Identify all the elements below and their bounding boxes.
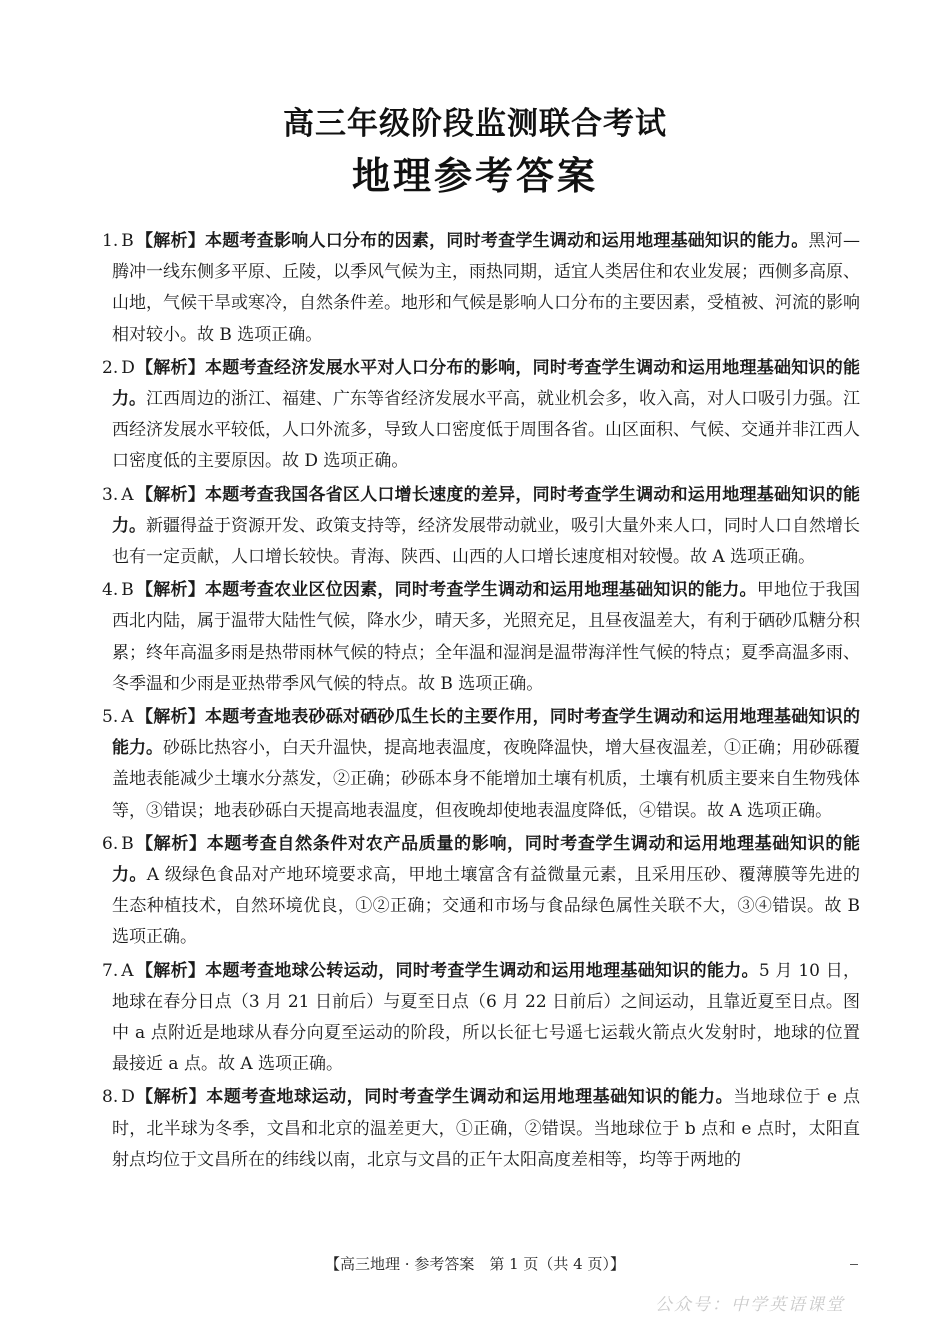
question-number: 6. <box>102 833 119 854</box>
analysis-tag: 【解析】 <box>136 357 205 378</box>
analysis-lead: 本题考查自然条件对农产品质量的影响，同时考查学生调动和运用地理基础知识的能力。 <box>112 833 861 886</box>
analysis-lead: 本题考查地表砂砾对硒砂瓜生长的主要作用，同时考查学生调动和运用地理基础知识的能力。 <box>112 707 861 759</box>
analysis-body: 甲地位于我国西北内陆，属于温带大陆性气候，降水少，晴天多，光照充足，且昼夜温差大，有利于硒砂瓜糖分积累；终年高温多雨是热带雨林气候的特点；全年温和湿润是温带海洋性气候的特点；夏季高温多雨、冬季温和少雨是亚热带季风气候的特点。故 B 选项正确。 <box>112 580 861 694</box>
question-number: 5. <box>102 707 119 728</box>
answer-head <box>88 353 135 384</box>
answer-letter: B <box>121 231 134 251</box>
analysis-tag: 【解析】 <box>136 960 206 981</box>
answer-item-3 <box>88 480 860 574</box>
answer-head <box>88 1082 135 1113</box>
question-number: 2. <box>102 357 119 378</box>
analysis-tag: 【解析】 <box>136 833 207 854</box>
analysis-lead: 本题考查农业区位因素，同时考查学生调动和运用地理基础知识的能力。 <box>204 580 757 601</box>
analysis-lead: 本题考查影响人口分布的因素，同时考查学生调动和运用地理基础知识的能力。 <box>204 231 809 251</box>
analysis-lead: 本题考查地球运动，同时考查学生调动和运用地理基础知识的能力。 <box>206 1087 734 1108</box>
answer-letter: A <box>121 707 134 728</box>
question-number: 1. <box>102 231 119 251</box>
analysis-body: 砂砾比热容小，白天升温快，提高地表温度，夜晚降温快，增大昼夜温差，①正确；用砂砾覆盖地表能减少土壤水分蒸发，②正确；砂砾本身不能增加土壤有机质，土壤有机质主要来自生物残体等，③错误；地表砂砾白天提高地表温度，但夜晚却使地表温度降低，④错误。故 A 选项正确。 <box>112 738 860 821</box>
answer-letter: B <box>121 833 134 854</box>
answer-item-8 <box>88 1082 860 1176</box>
answer-item-2 <box>88 353 860 478</box>
analysis-lead: 本题考查经济发展水平对人口分布的影响，同时考查学生调动和运用地理基础知识的能力。 <box>112 357 861 410</box>
analysis-body: 5 月 10 日，地球在春分日点（3 月 21 日前后）与夏至日点（6 月 22 日前后）之间运动，且靠近夏至日点。图中 a 点附近是地球从春分向夏至运动的阶段，所以长征七号遥七运载火箭点火发射时，地球的位置最接近 a 点。故 A 选项正确。 <box>112 960 860 1075</box>
analysis-body: 江西周边的浙江、福建、广东等省经济发展水平高，就业机会多，收入高，对人口吸引力强。江西经济发展水平较低，人口外流多，导致人口密度低于周围各省。山区面积、气候、交通并非江西人口密度低的主要原因。故 D 选项正确。 <box>112 389 860 472</box>
answer-letter: A <box>121 960 134 981</box>
answer-head <box>88 575 134 606</box>
answer-head <box>88 226 134 257</box>
watermark-text: 公众号：中学英语课堂 <box>655 1295 845 1315</box>
analysis-tag: 【解析】 <box>136 1087 207 1108</box>
analysis-body: 新疆得益于资源开发、政策支持等，经济发展带动就业，吸引大量外来人口，同时人口自然增长也有一定贡献，人口增长较快。青海、陕西、山西的人口增长速度相对较慢。故 A 选项正确。 <box>112 515 860 568</box>
answer-letter: A <box>121 484 134 505</box>
answer-letter: D <box>121 1087 135 1108</box>
question-number: 7. <box>102 960 119 981</box>
answer-item-4 <box>88 575 860 700</box>
analysis-tag: 【解析】 <box>136 580 205 601</box>
footer-dash <box>850 1264 858 1265</box>
question-number: 4. <box>102 580 119 601</box>
answer-item-5 <box>88 702 860 827</box>
answer-list <box>88 226 860 1178</box>
answer-item-6 <box>88 829 860 954</box>
page-footer: 【高三地理 · 参考答案 第 1 页（共 4 页）】 <box>325 1255 625 1273</box>
question-number: 3. <box>102 484 119 505</box>
answer-head <box>88 702 134 733</box>
answer-head <box>88 829 134 860</box>
answer-item-1 <box>88 226 860 351</box>
analysis-lead: 本题考查地球公转运动，同时考查学生调动和运用地理基础知识的能力。 <box>205 960 759 981</box>
answer-item-7 <box>88 956 860 1081</box>
answer-head <box>88 480 134 511</box>
answer-letter: B <box>121 580 134 601</box>
analysis-body: A 级绿色食品对产地环境要求高，甲地土壤富含有益微量元素，且采用压砂、覆薄膜等先进的生态种植技术，自然环境优良，①②正确；交通和市场与食品绿色属性关联不大，③④错误。故 B 选项正确。 <box>112 865 860 948</box>
analysis-body: 黑河—腾冲一线东侧多平原、丘陵，以季风气候为主，雨热同期，适宜人类居住和农业发展；西侧多高原、山地，气候干旱或寒冷，自然条件差。地形和气候是影响人口分布的主要因素，受植被、河流的影响相对较小。故 B 选项正确。 <box>112 231 861 345</box>
exam-subtitle: 地理参考答案 <box>351 154 598 198</box>
analysis-lead: 本题考查我国各省区人口增长速度的差异，同时考查学生调动和运用地理基础知识的能力。 <box>112 484 861 536</box>
answer-head <box>88 956 134 987</box>
analysis-body: 当地球位于 e 点时，北半球为冬季，文昌和北京的温差更大，①正确，②错误。当地球位于 b 点和 e 点时，太阳直射点均位于文昌所在的纬线以南，北京与文昌的正午太阳高度差相等，均等于两地的 <box>112 1087 861 1170</box>
analysis-tag: 【解析】 <box>136 231 205 251</box>
analysis-tag: 【解析】 <box>136 707 205 728</box>
exam-title: 高三年级阶段监测联合考试 <box>283 106 667 142</box>
analysis-tag: 【解析】 <box>136 484 205 505</box>
question-number: 8. <box>102 1087 119 1108</box>
answer-letter: D <box>121 357 135 378</box>
